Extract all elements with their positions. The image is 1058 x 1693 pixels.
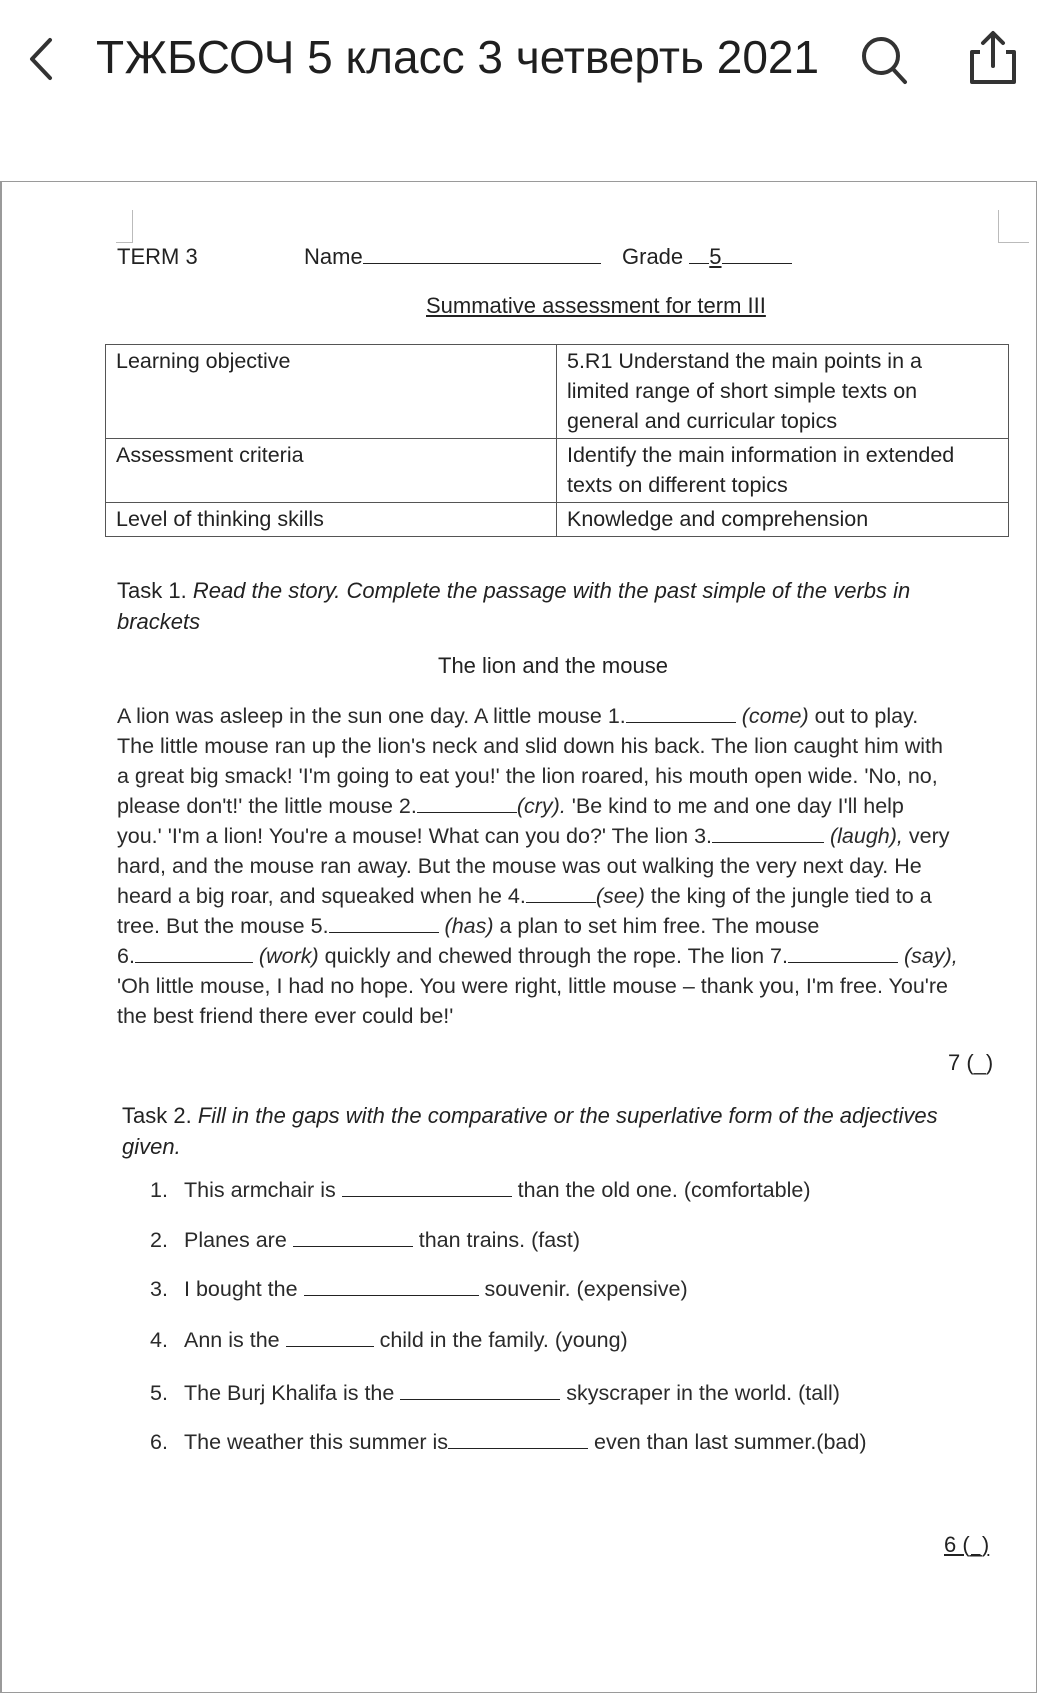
story-passage xyxy=(117,701,1007,1031)
answer-blank xyxy=(400,1382,560,1400)
row-label: Learning objective xyxy=(106,345,557,439)
value-line: 5.R1 Understand the main points in a xyxy=(567,349,922,373)
document-title: ТЖБСОЧ 5 класс 3 четверть 2021 xyxy=(96,31,820,83)
list-item: 3. I bought the souvenir. (expensive) xyxy=(150,1277,688,1301)
value-line: limited range of short simple texts on xyxy=(567,379,918,403)
passage-line: you.' 'I'm a lion! You're a mouse! What can you do?' The lion 3. (laugh), very xyxy=(117,824,950,848)
passage-line: 6. (work) quickly and chewed through the rope. The lion 7. (say), xyxy=(117,944,958,968)
row-value xyxy=(557,439,1009,503)
answer-blank xyxy=(329,915,439,933)
answer-blank xyxy=(448,1431,588,1449)
passage-line: The little mouse ran up the lion's neck and slid down his back. The lion caught him with xyxy=(117,734,943,758)
passage-line: the best friend there ever could be!' xyxy=(117,1004,454,1028)
answer-blank xyxy=(526,885,596,903)
passage-line: hard, and the mouse ran away. But the mouse was out walking the very next day. He xyxy=(117,854,922,878)
value-line: texts on different topics xyxy=(567,473,788,497)
value-line: general and curricular topics xyxy=(567,409,838,433)
task1-heading xyxy=(117,575,997,637)
row-value xyxy=(557,345,1009,439)
value-line: Knowledge and comprehension xyxy=(567,507,869,531)
row-value xyxy=(557,503,1009,537)
answer-blank xyxy=(417,795,517,813)
term-label: TERM 3 xyxy=(117,244,198,269)
value-line: Identify the main information in extended xyxy=(567,443,955,467)
task2-score: 6 (_) xyxy=(944,1532,990,1557)
task1-score: 7 (_) xyxy=(948,1050,994,1075)
page-corner-mark xyxy=(116,210,133,243)
grade-label: Grade xyxy=(622,244,684,269)
answer-blank xyxy=(626,705,736,723)
passage-line: tree. But the mouse 5. (has) a plan to set him free. The mouse xyxy=(117,914,820,938)
answer-blank xyxy=(293,1229,413,1247)
answer-blank xyxy=(788,945,898,963)
answer-blank xyxy=(342,1179,512,1197)
assessment-subtitle: Summative assessment for term III xyxy=(426,293,766,318)
row-label: Level of thinking skills xyxy=(106,503,557,537)
task1-instruction: Read the story. Complete the passage with the past simple of the verbs in brackets xyxy=(117,578,911,634)
grade-value: 5 xyxy=(709,244,722,269)
grade-field xyxy=(622,244,792,270)
list-item: 1. This armchair is than the old one. (comfortable) xyxy=(150,1178,811,1202)
list-item: 4. Ann is the child in the family. (young) xyxy=(150,1328,628,1352)
task1-label: Task 1. xyxy=(117,578,187,603)
answer-blank xyxy=(135,945,253,963)
table-row xyxy=(106,503,1009,537)
task2-label: Task 2. xyxy=(122,1103,192,1128)
passage-line: 'Oh little mouse, I had no hope. You were right, little mouse – thank you, I'm free. You're xyxy=(117,974,949,998)
share-icon[interactable] xyxy=(966,28,1020,88)
answer-blank xyxy=(712,825,824,843)
objectives-table xyxy=(105,344,1009,537)
chevron-left-icon[interactable] xyxy=(22,34,62,84)
list-item: 5. The Burj Khalifa is the skyscraper in the world. (tall) xyxy=(150,1381,840,1405)
story-title: The lion and the mouse xyxy=(438,653,668,678)
table-row xyxy=(106,439,1009,503)
passage-line: please don't!' the little mouse 2. (cry). 'Be kind to me and one day I'll help xyxy=(117,794,904,818)
app-bar xyxy=(0,0,1058,130)
name-label: Name xyxy=(304,244,363,269)
page-corner-mark xyxy=(998,210,1029,243)
answer-blank xyxy=(304,1278,479,1296)
search-icon[interactable] xyxy=(858,32,910,88)
list-item: 2. Planes are than trains. (fast) xyxy=(150,1228,581,1252)
list-item: 6. The weather this summer is even than last summer.(bad) xyxy=(150,1430,867,1454)
answer-blank xyxy=(286,1329,374,1347)
passage-line: heard a big roar, and squeaked when he 4. (see) the king of the jungle tied to a xyxy=(117,884,932,908)
passage-line: A lion was asleep in the sun one day. A little mouse 1. (come) out to play. xyxy=(117,704,919,728)
task2-heading xyxy=(122,1100,1002,1162)
task2-instruction: Fill in the gaps with the comparative or the superlative form of the adjectives given. xyxy=(122,1103,938,1159)
table-row xyxy=(106,345,1009,439)
name-field xyxy=(304,244,601,270)
passage-line: a great big smack! 'I'm going to eat you!' the lion roared, his mouth open wide. 'No, no, xyxy=(117,764,938,788)
row-label: Assessment criteria xyxy=(106,439,557,503)
